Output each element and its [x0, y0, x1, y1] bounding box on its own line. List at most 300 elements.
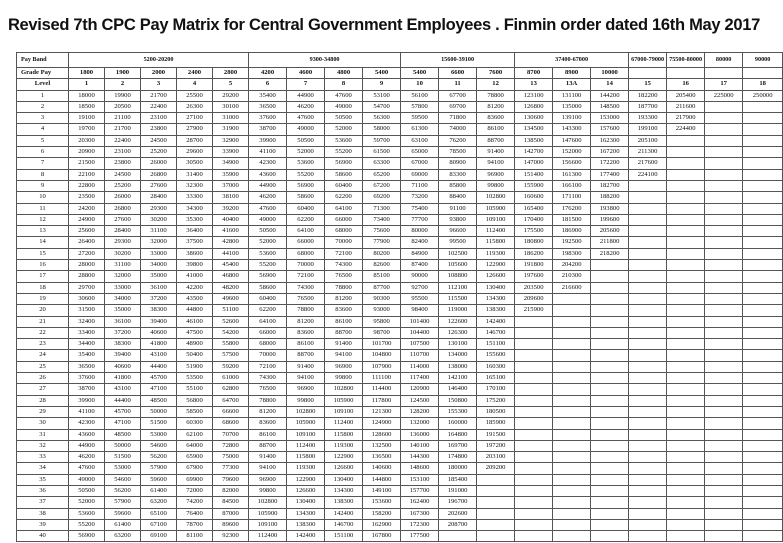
pay-cell: 46800	[213, 271, 249, 282]
pay-cell: 92300	[213, 531, 249, 542]
pay-cell	[667, 147, 705, 158]
pay-cell	[515, 440, 553, 451]
pay-cell: 112400	[477, 226, 515, 237]
pay-cell	[515, 463, 553, 474]
pay-cell: 50000	[141, 406, 177, 417]
pay-cell: 90300	[363, 293, 401, 304]
pay-cell	[743, 474, 783, 485]
grade-pay-cell: 8900	[553, 68, 591, 79]
pay-cell	[705, 474, 743, 485]
pay-cell: 138300	[287, 519, 325, 530]
pay-cell: 96900	[287, 384, 325, 395]
pay-cell: 122900	[325, 452, 363, 463]
pay-band-label: Pay Band	[17, 53, 69, 68]
pay-cell: 53100	[363, 90, 401, 101]
pay-cell: 67000	[401, 158, 439, 169]
pay-cell: 152000	[553, 147, 591, 158]
pay-cell: 210300	[553, 271, 591, 282]
pay-cell: 65100	[141, 508, 177, 519]
pay-cell	[705, 282, 743, 293]
pay-cell: 57900	[105, 497, 141, 508]
pay-cell	[553, 316, 591, 327]
pay-cell: 34000	[141, 260, 177, 271]
index-cell: 20	[17, 305, 69, 316]
pay-cell: 69200	[363, 192, 401, 203]
pay-cell	[743, 192, 783, 203]
table-row	[17, 147, 783, 158]
pay-cell: 31900	[213, 124, 249, 135]
pay-cell: 28000	[69, 260, 105, 271]
pay-cell: 44400	[105, 395, 141, 406]
pay-cell: 120900	[401, 384, 439, 395]
pay-cell	[743, 293, 783, 304]
pay-cell	[591, 305, 629, 316]
pay-cell: 49000	[325, 101, 363, 112]
pay-cell: 91100	[439, 203, 477, 214]
pay-band-header: 9300-34800	[249, 53, 401, 68]
pay-cell	[629, 226, 667, 237]
pay-cell: 50500	[249, 226, 287, 237]
pay-cell	[629, 339, 667, 350]
level-header-cell: 6	[249, 79, 287, 90]
pay-cell: 58600	[249, 282, 287, 293]
pay-cell: 61000	[213, 373, 249, 384]
pay-cell	[553, 485, 591, 496]
table-row	[17, 519, 783, 530]
pay-cell: 31500	[69, 305, 105, 316]
pay-cell: 43100	[105, 384, 141, 395]
pay-cell: 84500	[213, 497, 249, 508]
pay-cell: 32000	[141, 237, 177, 248]
index-cell: 18	[17, 282, 69, 293]
pay-cell	[667, 282, 705, 293]
pay-cell	[667, 327, 705, 338]
pay-cell	[629, 418, 667, 429]
pay-cell	[629, 497, 667, 508]
pay-cell	[743, 531, 783, 542]
grade-pay-cell: 1800	[69, 68, 105, 79]
level-header-cell: 18	[743, 79, 783, 90]
pay-cell	[591, 508, 629, 519]
pay-cell: 36500	[249, 101, 287, 112]
pay-cell: 63100	[401, 135, 439, 146]
pay-cell: 76400	[177, 508, 213, 519]
pay-cell	[705, 531, 743, 542]
pay-cell: 192500	[553, 237, 591, 248]
pay-cell: 25500	[177, 90, 213, 101]
pay-cell: 130600	[515, 113, 553, 124]
pay-cell: 72000	[177, 485, 213, 496]
level-row	[17, 79, 783, 90]
pay-cell: 172300	[401, 519, 439, 530]
pay-cell: 27200	[69, 248, 105, 259]
pay-cell: 29300	[105, 237, 141, 248]
pay-cell: 41800	[141, 339, 177, 350]
pay-cell: 196700	[439, 497, 477, 508]
pay-cell: 86100	[249, 429, 287, 440]
grade-pay-cell	[667, 68, 705, 79]
pay-cell: 115800	[325, 429, 363, 440]
pay-cell: 95800	[363, 316, 401, 327]
pay-cell	[667, 361, 705, 372]
pay-cell: 110700	[401, 350, 439, 361]
pay-cell: 124500	[401, 395, 439, 406]
pay-cell	[743, 158, 783, 169]
pay-cell: 38700	[69, 384, 105, 395]
pay-cell: 138500	[515, 135, 553, 146]
pay-cell: 39900	[69, 395, 105, 406]
pay-cell: 205400	[667, 90, 705, 101]
pay-cell: 101700	[363, 339, 401, 350]
pay-cell	[743, 406, 783, 417]
index-cell: 15	[17, 248, 69, 259]
pay-cell: 83600	[249, 418, 287, 429]
pay-cell: 55800	[213, 339, 249, 350]
pay-cell: 83600	[325, 305, 363, 316]
pay-cell: 46100	[177, 316, 213, 327]
pay-cell: 198300	[553, 248, 591, 259]
pay-band-header: 80000	[705, 53, 743, 68]
pay-cell: 138000	[439, 361, 477, 372]
table-row	[17, 248, 783, 259]
pay-cell: 57500	[213, 350, 249, 361]
pay-cell: 197600	[515, 271, 553, 282]
pay-cell: 49000	[287, 124, 325, 135]
index-cell: 22	[17, 327, 69, 338]
pay-cell	[515, 485, 553, 496]
pay-cell: 112400	[249, 531, 287, 542]
pay-cell: 78800	[287, 305, 325, 316]
pay-cell: 174800	[439, 452, 477, 463]
pay-cell: 175200	[477, 395, 515, 406]
table-row	[17, 452, 783, 463]
pay-cell: 58000	[363, 124, 401, 135]
pay-cell: 26000	[105, 192, 141, 203]
pay-cell: 166100	[553, 180, 591, 191]
pay-cell: 30600	[69, 293, 105, 304]
pay-cell: 89600	[213, 519, 249, 530]
table-row	[17, 158, 783, 169]
pay-cell: 21700	[105, 124, 141, 135]
pay-cell: 209200	[477, 463, 515, 474]
pay-cell	[667, 339, 705, 350]
pay-cell: 52600	[213, 316, 249, 327]
pay-cell: 75400	[401, 203, 439, 214]
pay-cell: 204200	[553, 260, 591, 271]
pay-cell	[591, 395, 629, 406]
pay-cell: 40600	[141, 327, 177, 338]
pay-cell	[705, 519, 743, 530]
pay-cell: 157700	[401, 485, 439, 496]
pay-cell: 64100	[325, 203, 363, 214]
pay-cell	[477, 474, 515, 485]
pay-cell: 71800	[439, 113, 477, 124]
pay-cell: 66000	[325, 214, 363, 225]
pay-cell: 158200	[363, 508, 401, 519]
grade-pay-cell: 10000	[591, 68, 629, 79]
pay-cell: 151400	[515, 169, 553, 180]
pay-cell: 208700	[439, 519, 477, 530]
pay-cell: 211300	[629, 147, 667, 158]
pay-cell: 126300	[439, 327, 477, 338]
pay-cell	[743, 316, 783, 327]
pay-cell	[591, 293, 629, 304]
pay-cell: 58600	[325, 169, 363, 180]
pay-cell: 41600	[213, 226, 249, 237]
grade-pay-cell: 6600	[439, 68, 477, 79]
pay-cell	[743, 350, 783, 361]
pay-cell: 56200	[105, 485, 141, 496]
pay-cell	[705, 226, 743, 237]
pay-cell	[667, 135, 705, 146]
pay-cell	[667, 406, 705, 417]
pay-cell: 96900	[477, 169, 515, 180]
pay-cell	[591, 361, 629, 372]
pay-cell	[629, 429, 667, 440]
pay-matrix-body	[17, 53, 783, 542]
pay-cell: 77300	[213, 463, 249, 474]
pay-cell: 78800	[249, 395, 287, 406]
pay-cell	[591, 339, 629, 350]
pay-cell: 104800	[363, 350, 401, 361]
pay-cell	[591, 373, 629, 384]
index-cell: 2	[17, 101, 69, 112]
pay-cell: 45700	[141, 373, 177, 384]
index-cell: 24	[17, 350, 69, 361]
pay-cell: 44900	[287, 90, 325, 101]
index-cell: 9	[17, 180, 69, 191]
index-cell: 1	[17, 90, 69, 101]
pay-cell: 142400	[325, 508, 363, 519]
pay-cell	[743, 260, 783, 271]
table-row	[17, 282, 783, 293]
pay-cell: 35900	[213, 169, 249, 180]
pay-cell: 148600	[401, 463, 439, 474]
index-cell: 6	[17, 147, 69, 158]
pay-cell: 185900	[477, 418, 515, 429]
pay-cell: 55200	[325, 147, 363, 158]
pay-cell	[705, 463, 743, 474]
table-row	[17, 327, 783, 338]
pay-cell: 51500	[141, 418, 177, 429]
index-cell: 10	[17, 192, 69, 203]
pay-cell: 30200	[105, 248, 141, 259]
pay-cell	[629, 203, 667, 214]
pay-cell: 160300	[477, 361, 515, 372]
pay-cell: 20900	[69, 147, 105, 158]
pay-cell: 177500	[401, 531, 439, 542]
pay-cell: 71100	[401, 180, 439, 191]
pay-cell: 109100	[325, 406, 363, 417]
pay-cell: 170400	[515, 214, 553, 225]
pay-cell: 52000	[249, 237, 287, 248]
pay-cell: 87000	[213, 508, 249, 519]
pay-cell: 19900	[105, 90, 141, 101]
pay-cell	[591, 452, 629, 463]
pay-cell: 199100	[629, 124, 667, 135]
grade-pay-cell: 1900	[105, 68, 141, 79]
pay-cell	[743, 429, 783, 440]
pay-cell	[553, 508, 591, 519]
level-header-cell: 2	[105, 79, 141, 90]
pay-cell	[743, 508, 783, 519]
pay-band-header: 5200-20200	[69, 53, 249, 68]
pay-cell	[591, 519, 629, 530]
pay-cell: 72800	[213, 440, 249, 451]
pay-band-header: 75500-80000	[667, 53, 705, 68]
pay-cell: 82400	[401, 237, 439, 248]
pay-cell: 21700	[141, 90, 177, 101]
pay-cell: 24500	[141, 135, 177, 146]
pay-cell: 52000	[325, 124, 363, 135]
pay-cell: 205100	[629, 135, 667, 146]
pay-cell: 218200	[591, 248, 629, 259]
pay-cell	[629, 327, 667, 338]
pay-cell: 122900	[477, 260, 515, 271]
pay-cell	[515, 327, 553, 338]
pay-cell: 71300	[363, 203, 401, 214]
pay-cell: 191800	[515, 260, 553, 271]
pay-cell	[743, 361, 783, 372]
pay-cell	[667, 203, 705, 214]
pay-cell: 20500	[105, 101, 141, 112]
pay-cell: 53600	[69, 508, 105, 519]
pay-cell: 35400	[69, 350, 105, 361]
pay-cell	[591, 485, 629, 496]
pay-cell	[515, 373, 553, 384]
pay-cell: 148500	[591, 101, 629, 112]
pay-cell: 86100	[477, 124, 515, 135]
pay-cell: 130400	[477, 282, 515, 293]
pay-cell: 51100	[213, 305, 249, 316]
pay-cell	[629, 463, 667, 474]
pay-cell: 88700	[477, 135, 515, 146]
pay-cell	[667, 316, 705, 327]
pay-cell: 29300	[141, 203, 177, 214]
pay-cell	[591, 497, 629, 508]
pay-cell: 83600	[287, 327, 325, 338]
pay-cell	[667, 485, 705, 496]
pay-cell: 68000	[249, 339, 287, 350]
pay-cell: 29600	[177, 147, 213, 158]
pay-cell	[591, 474, 629, 485]
index-cell: 11	[17, 203, 69, 214]
pay-cell: 134300	[477, 293, 515, 304]
pay-cell: 199600	[591, 214, 629, 225]
table-row	[17, 203, 783, 214]
pay-cell: 150800	[439, 395, 477, 406]
pay-cell: 56300	[363, 113, 401, 124]
pay-cell: 33300	[177, 192, 213, 203]
pay-cell	[705, 327, 743, 338]
pay-cell	[743, 463, 783, 474]
pay-cell: 109100	[249, 519, 287, 530]
pay-cell: 46200	[249, 192, 287, 203]
pay-cell: 99800	[287, 395, 325, 406]
level-header-cell: 13A	[553, 79, 591, 90]
pay-cell	[591, 406, 629, 417]
pay-cell: 134300	[325, 485, 363, 496]
pay-cell	[553, 293, 591, 304]
pay-cell	[667, 531, 705, 542]
pay-cell: 39800	[177, 260, 213, 271]
pay-cell: 88700	[325, 327, 363, 338]
pay-cell	[553, 429, 591, 440]
table-row	[17, 101, 783, 112]
grade-pay-cell	[743, 68, 783, 79]
pay-cell: 23100	[141, 113, 177, 124]
table-row	[17, 395, 783, 406]
pay-cell	[591, 316, 629, 327]
pay-cell: 42300	[249, 158, 287, 169]
pay-cell: 43500	[177, 293, 213, 304]
grade-pay-cell	[705, 68, 743, 79]
pay-cell: 216600	[553, 282, 591, 293]
pay-cell: 186900	[553, 226, 591, 237]
pay-cell	[705, 113, 743, 124]
table-row	[17, 361, 783, 372]
pay-cell: 26000	[141, 158, 177, 169]
pay-cell: 42300	[69, 418, 105, 429]
pay-cell: 140600	[363, 463, 401, 474]
pay-cell: 32000	[105, 271, 141, 282]
pay-cell: 61400	[141, 485, 177, 496]
pay-cell: 81200	[477, 101, 515, 112]
pay-cell: 26300	[177, 101, 213, 112]
pay-cell: 197200	[477, 440, 515, 451]
pay-cell: 45400	[213, 260, 249, 271]
pay-cell: 51900	[177, 361, 213, 372]
pay-cell: 48200	[213, 282, 249, 293]
pay-cell: 29200	[213, 90, 249, 101]
pay-cell: 54600	[105, 474, 141, 485]
pay-cell: 102800	[287, 406, 325, 417]
pay-cell: 107500	[401, 339, 439, 350]
pay-cell: 67100	[141, 519, 177, 530]
pay-cell: 62200	[287, 214, 325, 225]
pay-cell: 211800	[591, 237, 629, 248]
pay-cell: 76500	[325, 271, 363, 282]
pay-cell: 39900	[249, 135, 287, 146]
pay-cell: 74000	[439, 124, 477, 135]
pay-cell: 170100	[477, 384, 515, 395]
pay-cell: 30500	[177, 158, 213, 169]
pay-cell: 122600	[439, 316, 477, 327]
pay-cell: 123100	[515, 90, 553, 101]
pay-cell	[629, 440, 667, 451]
pay-cell: 99800	[477, 180, 515, 191]
pay-cell: 78800	[477, 90, 515, 101]
pay-cell: 53500	[177, 373, 213, 384]
index-cell: 35	[17, 474, 69, 485]
pay-cell: 115800	[287, 452, 325, 463]
pay-cell	[591, 260, 629, 271]
pay-cell	[743, 124, 783, 135]
pay-cell	[667, 519, 705, 530]
pay-cell	[629, 519, 667, 530]
pay-cell: 44400	[141, 361, 177, 372]
pay-cell: 69900	[177, 474, 213, 485]
pay-cell: 22400	[105, 135, 141, 146]
pay-cell: 23100	[105, 147, 141, 158]
pay-cell: 37500	[177, 237, 213, 248]
pay-cell: 142400	[477, 316, 515, 327]
pay-cell: 78700	[177, 519, 213, 530]
pay-cell	[743, 373, 783, 384]
pay-cell: 22400	[141, 101, 177, 112]
pay-cell: 44100	[213, 248, 249, 259]
pay-cell: 32300	[177, 180, 213, 191]
